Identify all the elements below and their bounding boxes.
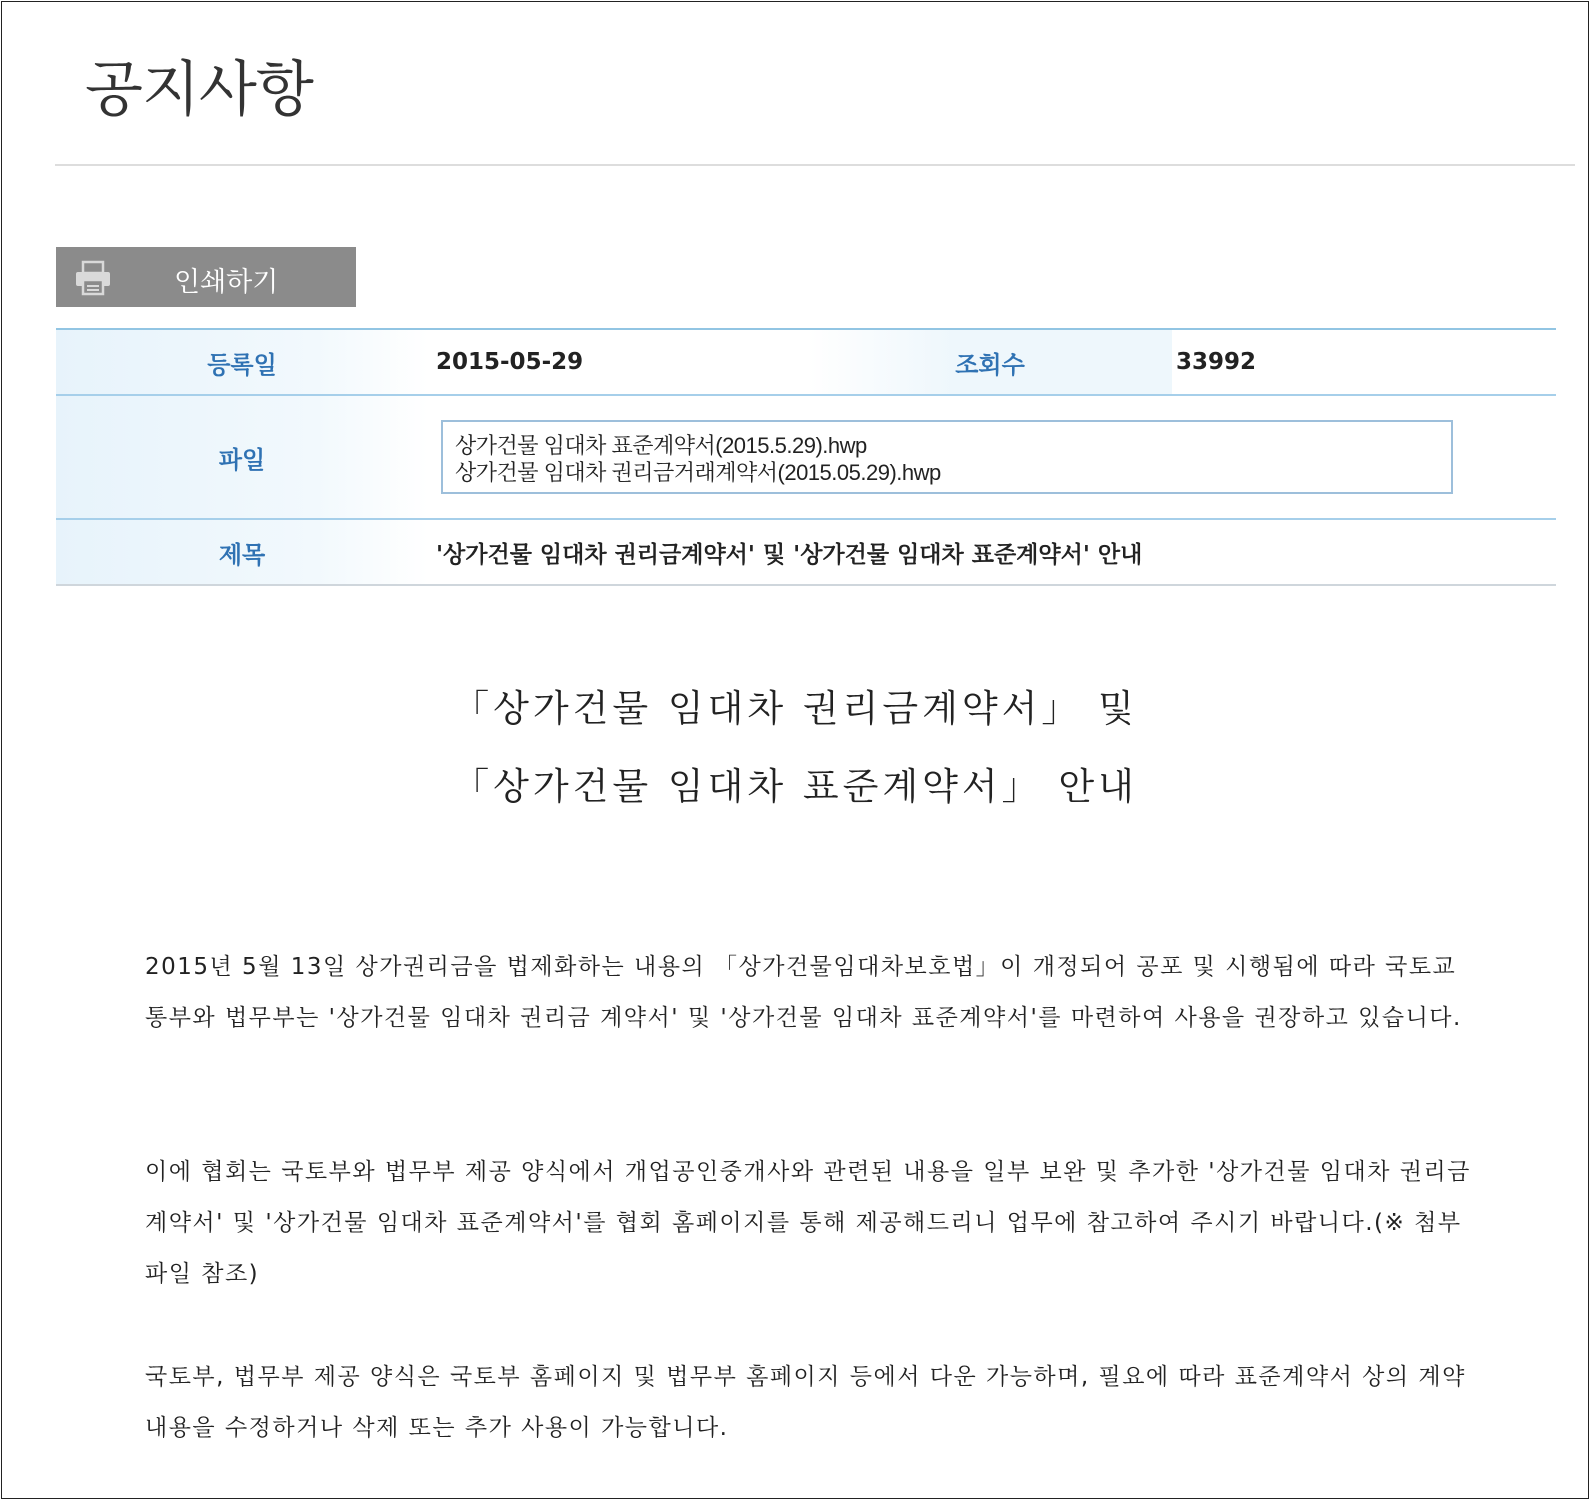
info-row-file <box>56 396 1556 520</box>
views-value: 33992 <box>1176 349 1257 375</box>
info-row-date <box>56 330 1556 396</box>
file-link[interactable]: 상가건물 임대차 권리금거래계약서(2015.05.29).hwp <box>455 460 941 485</box>
notice-info-table <box>56 328 1556 586</box>
print-button[interactable] <box>56 247 356 307</box>
info-row-subject <box>56 520 1556 586</box>
date-label: 등록일 <box>56 330 428 394</box>
document-heading-line: 「상가건물 임대차 표준계약서」 안내 <box>452 765 1138 808</box>
subject-label: 제목 <box>56 520 428 584</box>
body-paragraph: 이에 협회는 국토부와 법무부 제공 양식에서 개업공인중개사와 관련된 내용을 일부 보완 및 추가한 '상가건물 임대차 권리금계약서' 및 '상가건물 임대차 표준계약서'를 협회 홈페이지를 통해 제공해드리니 업무에 참고하여 주시기 바랍니다.(※ 첨부파일 참조) <box>145 1159 1471 1287</box>
views-label: 조회수 <box>808 330 1172 394</box>
file-list <box>441 420 1453 494</box>
body-paragraph: 국토부, 법무부 제공 양식은 국토부 홈페이지 및 법무부 홈페이지 등에서 다운 가능하며, 필요에 따라 표준계약서 상의 계약 내용을 수정하거나 삭제 또는 추가 사용이 가능합니다. <box>145 1364 1466 1441</box>
title-divider <box>55 164 1575 166</box>
printer-icon <box>74 260 112 296</box>
print-button-label: 인쇄하기 <box>174 267 279 298</box>
file-label: 파일 <box>56 396 428 518</box>
page-title: 공지사항 <box>85 55 313 125</box>
document-heading-line: 「상가건물 임대차 권리금계약서」 및 <box>452 687 1138 730</box>
subject-value: '상가건물 임대차 권리금계약서' 및 '상가건물 임대차 표준계약서' 안내 <box>436 541 1143 568</box>
date-value: 2015-05-29 <box>436 349 584 375</box>
file-link[interactable]: 상가건물 임대차 표준계약서(2015.5.29).hwp <box>455 433 867 458</box>
body-paragraph: 2015년 5월 13일 상가권리금을 법제화하는 내용의 「상가건물임대차보호법」이 개정되어 공포 및 시행됨에 따라 국토교통부와 법무부는 '상가건물 임대차 권리금 계약서' 및 '상가건물 임대차 표준계약서'를 마련하여 사용을 권장하고 있습니다. <box>145 954 1462 1031</box>
